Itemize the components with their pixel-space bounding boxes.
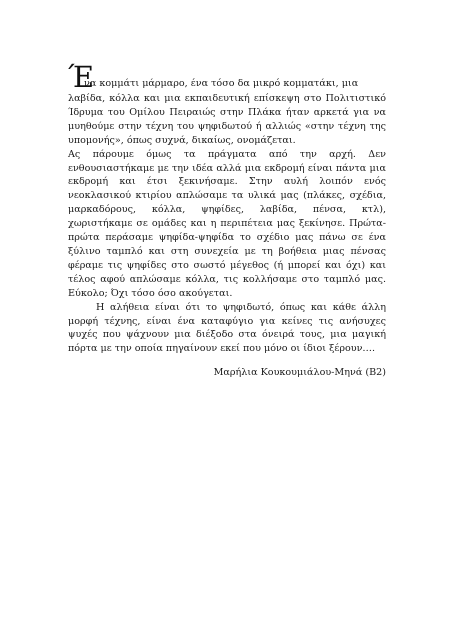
- opening-line-text: να κομμάτι μάρμαρο, ένα τόσο δα μικρό κομματάκι, μια: [84, 78, 359, 89]
- article-body: [68, 62, 386, 380]
- drop-cap: Έ: [68, 60, 95, 94]
- author-signature: Μαρήλια Κουκουμιάλου-Μηνά (Β2): [213, 367, 386, 379]
- paragraph-intro: λαβίδα, κόλλα και μια εκπαιδευτική επίσκεψη στο Πολιτιστικό Ίδρυμα του Ομίλου Πειραιώς στην Πλάκα ήταν αρκετά για να μυηθούμε στην τέχνη του ψηφιδωτού ή αλλιώς «στην τέχνη της υπομονής», όπως συχνά, δικαίως, ονομάζεται.: [68, 93, 386, 146]
- paragraph-story: Ας πάρουμε όμως τα πράγματα από την αρχή. Δεν ενθουσιαστήκαμε με την ιδέα αλλά μια εκδρομή είναι πάντα μια εκδρομή και έτσι ξεκινήσαμε. Στην αυλή λοιπόν ενός νεοκλασικού κτιρίου απλώσαμε τα υλικά μας (πλάκες, σχέδια, μαρκαδόρους, κόλλα, ψηφίδες, λαβίδα, πένσα, κτλ), χωριστήκαμε σε ομάδες και η περιπέτεια μας ξεκίνησε. Πρώτα-πρώτα περάσαμε ψηφίδα-ψηφίδα το σχέδιο μας πάνω σε ένα ξύλινο ταμπλό και στη συνεχεία με τη βοήθεια μιας πένσας φέραμε τις ψηφίδες στο σωστό μέγεθος (ή μπορεί και όχι) και τέλος αφού απλώσαμε κόλλα, τις κολλήσαμε στο ταμπλό μας. Εύκολο; Όχι τόσο όσο ακούγεται.: [68, 148, 386, 299]
- paragraph-conclusion: Η αλήθεια είναι ότι το ψηφιδωτό, όπως και κάθε άλλη μορφή τέχνης, είναι ένα καταφύγιο για κείνες τις ανήσυχες ψυχές που ψάχνουν μια διέξοδο στα όνειρά τους, μια μαγική πόρτα με την οποία πηγαίνουν εκεί που μόνο οι ίδιοι ξέρουν….: [68, 301, 386, 355]
- opening-line: [68, 62, 386, 92]
